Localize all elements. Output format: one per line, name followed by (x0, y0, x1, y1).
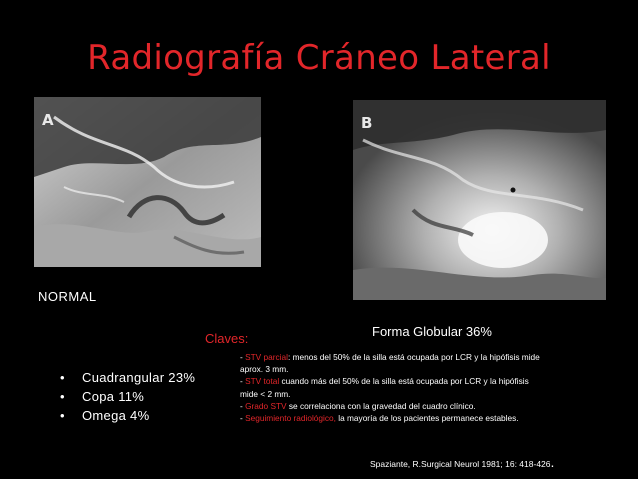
list-item: • Cuadrangular 23% (60, 368, 195, 387)
note-text: cuando más del 50% de la silla está ocupada por LCR y la hipófisis mide < 2 mm. (240, 376, 529, 399)
note-text: se correlaciona con la gravedad del cuadro clínico. (286, 400, 476, 411)
panel-letter-a: A (42, 111, 54, 129)
note-prefix: - (240, 376, 246, 387)
note-key: Grado STV (245, 400, 287, 411)
note-key: STV parcial (245, 352, 288, 362)
note-prefix: - (240, 352, 246, 362)
globular-label: Forma Globular 36% (372, 324, 492, 339)
key-notes (240, 351, 540, 424)
note-item (240, 412, 540, 424)
panel-letter-b: B (361, 114, 373, 132)
shape-percentages-list (60, 368, 195, 425)
list-item: • Omega 4% (60, 406, 195, 425)
note-item (240, 400, 540, 412)
xray-image-normal (34, 97, 261, 267)
note-item (240, 351, 540, 375)
slide-title: Radiografía Cráneo Lateral (87, 38, 551, 78)
xray-globular-graphic (353, 100, 606, 300)
note-text: : menos del 50% de la silla está ocupada por LCR y la hipófisis mide aprox. 3 mm. (240, 352, 540, 375)
normal-label: NORMAL (38, 289, 97, 304)
citation (370, 454, 555, 470)
xray-image-globular (353, 100, 606, 300)
note-prefix: - (240, 400, 246, 411)
note-key: STV total (245, 376, 280, 387)
claves-label: Claves: (205, 331, 249, 346)
list-item: • Copa 11% (60, 387, 195, 406)
note-prefix: - (240, 413, 246, 424)
xray-normal-graphic (34, 97, 261, 267)
note-text: la mayoría de los pacientes permanece estables. (335, 413, 519, 424)
citation-dot: . (550, 454, 555, 470)
citation-text: Spaziante, R.Surgical Neurol 1981; 16: 418-426 (370, 459, 551, 469)
note-item (240, 375, 540, 399)
note-key: Seguimiento radiológico, (245, 413, 336, 424)
